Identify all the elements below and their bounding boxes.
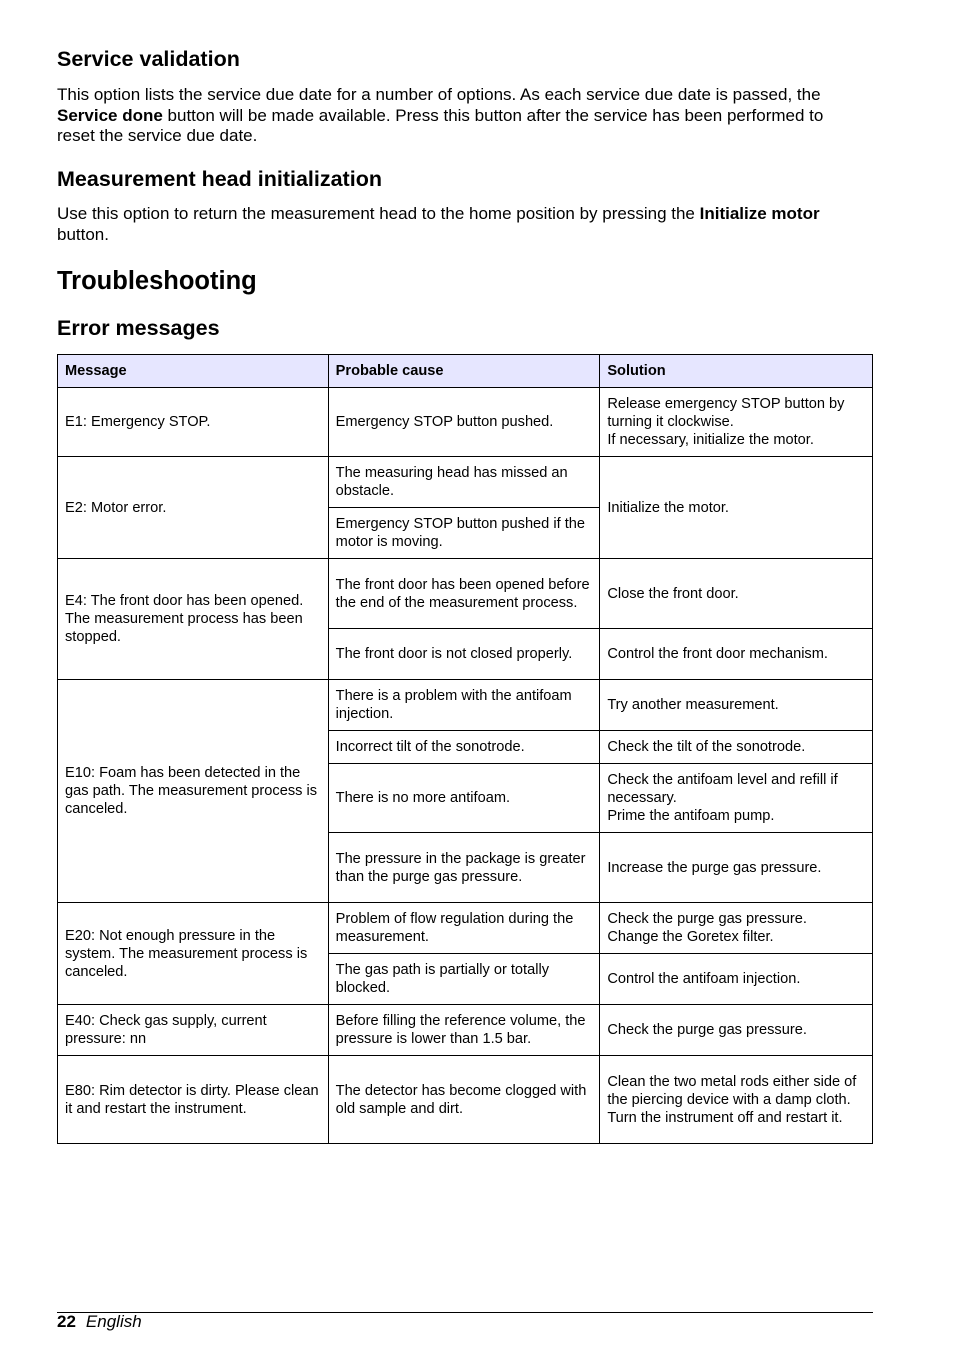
error-messages-table — [57, 354, 873, 1144]
solution-cell: Check the purge gas pressure. — [600, 1005, 873, 1056]
cause-cell: The front door is not closed properly. — [328, 629, 600, 680]
message-cell: E2: Motor error. — [58, 457, 329, 559]
page-number: 22 — [57, 1312, 76, 1331]
service-validation-text: This option lists the service due date for a number of options. As each service due date is passed, the Service done button will be made available. Press this button after the service has been performed to reset the service due date. — [57, 85, 824, 145]
message-cell: E20: Not enough pressure in the system. The measurement process is canceled. — [58, 903, 329, 1005]
solution-cell: Check the tilt of the sonotrode. — [600, 731, 873, 764]
cause-cell: Emergency STOP button pushed. — [328, 388, 600, 457]
cause-cell: The front door has been opened before the end of the measurement process. — [328, 559, 600, 629]
table-header-row — [58, 355, 873, 388]
table-row — [58, 680, 873, 731]
heading-troubleshooting: Troubleshooting — [57, 267, 257, 295]
measurement-head-text: Use this option to return the measurement head to the home position by pressing the Initialize motor button. — [57, 204, 820, 244]
solution-cell: Control the front door mechanism. — [600, 629, 873, 680]
solution-cell: Release emergency STOP button by turning it clockwise. If necessary, initialize the motor. — [600, 388, 873, 457]
solution-cell: Initialize the motor. — [600, 457, 873, 559]
solution-cell: Try another measurement. — [600, 680, 873, 731]
cause-cell: There is a problem with the antifoam injection. — [328, 680, 600, 731]
table-row — [58, 1005, 873, 1056]
message-cell: E4: The front door has been opened. The measurement process has been stopped. — [58, 559, 329, 680]
solution-cell: Check the antifoam level and refill if necessary. Prime the antifoam pump. — [600, 764, 873, 833]
message-cell: E80: Rim detector is dirty. Please clean it and restart the instrument. — [58, 1056, 329, 1144]
solution-cell: Close the front door. — [600, 559, 873, 629]
solution-cell: Increase the purge gas pressure. — [600, 833, 873, 903]
table-row — [58, 1056, 873, 1144]
solution-cell: Clean the two metal rods either side of the piercing device with a damp cloth. Turn the instrument off and restart it. — [600, 1056, 873, 1144]
cause-cell: The gas path is partially or totally blocked. — [328, 954, 600, 1005]
solution-cell: Control the antifoam injection. — [600, 954, 873, 1005]
cause-cell: There is no more antifoam. — [328, 764, 600, 833]
page-footer — [57, 1312, 142, 1332]
solution-cell: Check the purge gas pressure. Change the Goretex filter. — [600, 903, 873, 954]
cause-cell: The detector has become clogged with old sample and dirt. — [328, 1056, 600, 1144]
heading-service-validation: Service validation — [57, 47, 240, 71]
table-row — [58, 559, 873, 629]
cause-cell: Before filling the reference volume, the pressure is lower than 1.5 bar. — [328, 1005, 600, 1056]
footer-language: English — [85, 1312, 142, 1331]
table-row — [58, 388, 873, 457]
header-solution: Solution — [600, 355, 873, 388]
cause-cell: Incorrect tilt of the sonotrode. — [328, 731, 600, 764]
heading-measurement-head: Measurement head initialization — [57, 167, 382, 191]
heading-error-messages: Error messages — [57, 316, 220, 340]
cause-cell: Emergency STOP button pushed if the motor is moving. — [328, 508, 600, 559]
table-row — [58, 903, 873, 954]
header-probable-cause: Probable cause — [328, 355, 600, 388]
cause-cell: The measuring head has missed an obstacle. — [328, 457, 600, 508]
message-cell: E40: Check gas supply, current pressure: nn — [58, 1005, 329, 1056]
initialize-motor-label: Initialize motor — [699, 204, 820, 223]
footer-rule — [57, 1312, 873, 1313]
cause-cell: Problem of flow regulation during the measurement. — [328, 903, 600, 954]
table-row — [58, 457, 873, 508]
service-done-label: Service done — [57, 105, 163, 125]
message-cell: E1: Emergency STOP. — [58, 388, 329, 457]
message-cell: E10: Foam has been detected in the gas path. The measurement process is canceled. — [58, 680, 329, 903]
header-message: Message — [58, 355, 329, 388]
cause-cell: The pressure in the package is greater than the purge gas pressure. — [328, 833, 600, 903]
